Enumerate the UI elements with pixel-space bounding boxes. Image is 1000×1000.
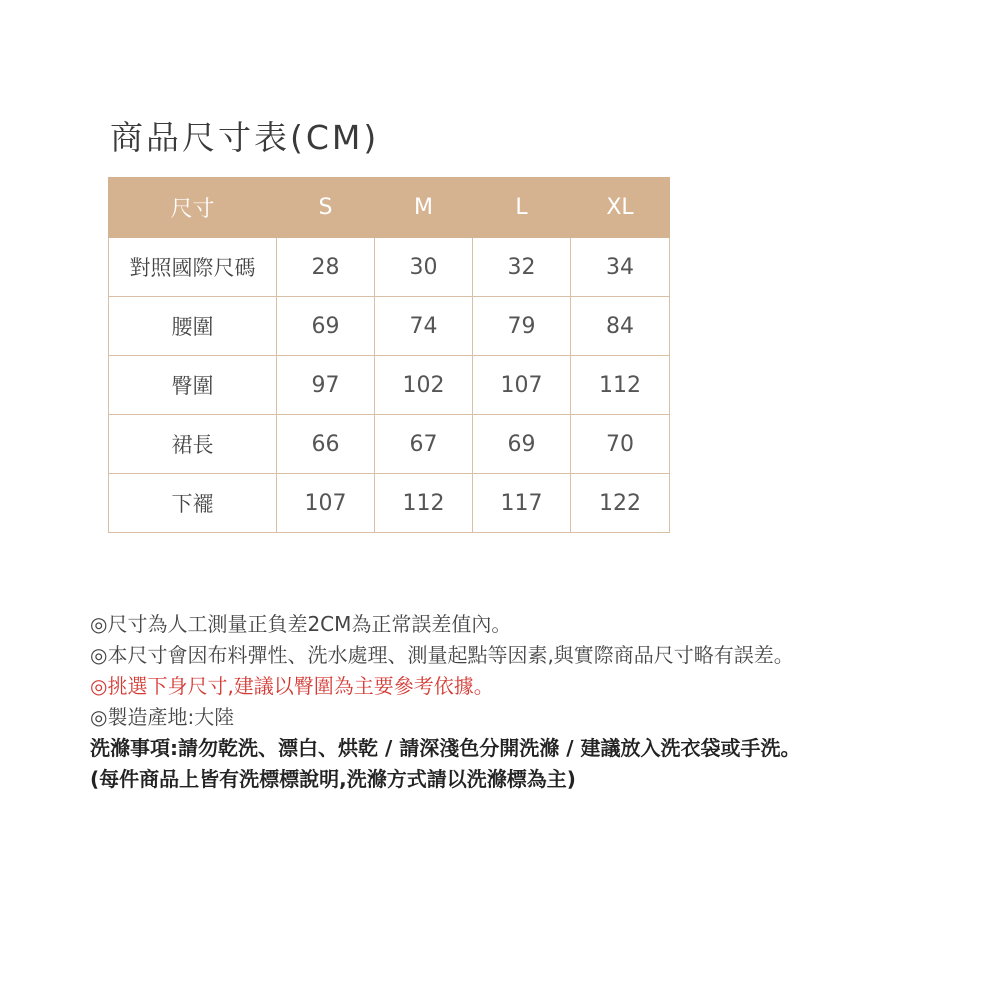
row-label: 裙長 bbox=[109, 415, 277, 474]
table-row-skirt-length bbox=[109, 415, 670, 474]
table-cell: 67 bbox=[375, 415, 473, 474]
header-size-l: L bbox=[473, 178, 571, 238]
table-cell: 102 bbox=[375, 356, 473, 415]
header-size-label: 尺寸 bbox=[109, 178, 277, 238]
table-cell: 69 bbox=[473, 415, 571, 474]
table-cell: 79 bbox=[473, 297, 571, 356]
header-size-xl: XL bbox=[571, 178, 670, 238]
notes-section bbox=[90, 614, 970, 800]
note-origin: ◎製造產地:大陸 bbox=[90, 705, 235, 729]
table-row-waist bbox=[109, 297, 670, 356]
row-label: 對照國際尺碼 bbox=[109, 238, 277, 297]
row-label: 下襬 bbox=[109, 474, 277, 533]
table-cell: 70 bbox=[571, 415, 670, 474]
table-cell: 30 bbox=[375, 238, 473, 297]
header-size-m: M bbox=[375, 178, 473, 238]
table-cell: 84 bbox=[571, 297, 670, 356]
row-label: 腰圍 bbox=[109, 297, 277, 356]
note-size-selection-tip: ◎挑選下身尺寸,建議以臀圍為主要參考依據。 bbox=[90, 674, 494, 698]
row-label: 臀圍 bbox=[109, 356, 277, 415]
table-cell: 74 bbox=[375, 297, 473, 356]
note-measurement-tolerance: ◎尺寸為人工測量正負差2CM為正常誤差值內。 bbox=[90, 612, 512, 636]
table-cell: 34 bbox=[571, 238, 670, 297]
table-cell: 107 bbox=[473, 356, 571, 415]
table-header-row bbox=[109, 178, 670, 238]
table-cell: 97 bbox=[277, 356, 375, 415]
table-row-international-size bbox=[109, 238, 670, 297]
table-cell: 32 bbox=[473, 238, 571, 297]
table-cell: 112 bbox=[571, 356, 670, 415]
note-size-variance: ◎本尺寸會因布料彈性、洗水處理、測量起點等因素,與實際商品尺寸略有誤差。 bbox=[90, 643, 794, 667]
table-row-hem bbox=[109, 474, 670, 533]
page-title: 商品尺寸表(CM) bbox=[110, 118, 380, 157]
table-cell: 66 bbox=[277, 415, 375, 474]
note-washing-label: (每件商品上皆有洗標標說明,洗滌方式請以洗滌標為主) bbox=[90, 767, 576, 791]
header-size-s: S bbox=[277, 178, 375, 238]
table-row-hip bbox=[109, 356, 670, 415]
table-cell: 117 bbox=[473, 474, 571, 533]
size-chart-table bbox=[108, 177, 670, 533]
table-cell: 28 bbox=[277, 238, 375, 297]
table-cell: 122 bbox=[571, 474, 670, 533]
table-cell: 107 bbox=[277, 474, 375, 533]
note-washing-instructions: 洗滌事項:請勿乾洗、漂白、烘乾 / 請深淺色分開洗滌 / 建議放入洗衣袋或手洗。 bbox=[90, 736, 801, 760]
table-cell: 69 bbox=[277, 297, 375, 356]
table-cell: 112 bbox=[375, 474, 473, 533]
